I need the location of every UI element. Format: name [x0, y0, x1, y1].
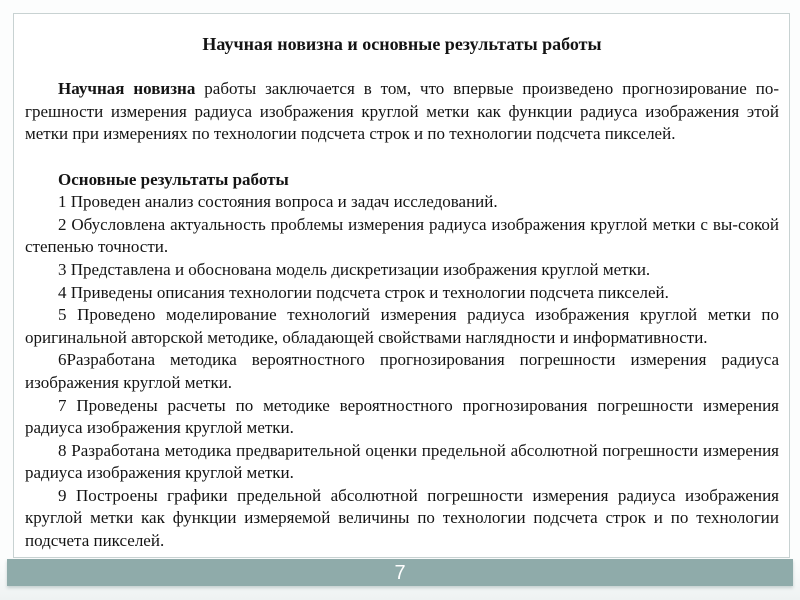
results-heading: Основные результаты работы — [58, 169, 289, 189]
result-item-8: 8 Разработана методика предварительной оценки предельной абсолютной погрешности измерения радиуса изображения круглой метки. — [25, 440, 779, 483]
slide-title: Научная новизна и основные результаты работы — [202, 34, 602, 54]
novelty-paragraph — [25, 78, 779, 146]
result-item-1: 1 Проведен анализ состояния вопроса и задач исследований. — [58, 192, 498, 212]
slide-content — [14, 14, 789, 553]
page-number: 7 — [394, 561, 406, 584]
result-item-7: 7 Проведены расчеты по методике вероятностного прогнозирования погрешности измерения радиуса изображения круглой метки. — [25, 395, 779, 438]
result-item-9: 9 Построены графики предельной абсолютной погрешности измерения радиуса изображения круглой метки как функции измеряемой величины по технологии подсчета строк и по технологии подсчета пикселей. — [25, 485, 779, 551]
result-item-2: 2 Обусловлена актуальность проблемы измерения радиуса изображения круглой метки с вы-сокой степенью точности. — [25, 214, 779, 257]
slide-canvas — [13, 13, 790, 558]
novelty-body: работы заключается в том, что впервые произведено прогнозирование по-грешности измерения радиуса изображения круглой метки как функции радиуса изображения этой метки при измерениях по технологии подсчета строк и по технологии подсчета пикселей. — [25, 79, 779, 144]
novelty-lead: Научная новизна — [58, 79, 196, 99]
footer-bar — [7, 559, 793, 586]
result-item-4: 4 Приведены описания технологии подсчета строк и технологии подсчета пикселей. — [58, 282, 669, 302]
result-item-5: 5 Проведено моделирование технологий измерения радиуса изображения круглой метки по оригинальной авторской методике, обладающей свойствами наглядности и информативности. — [25, 305, 779, 347]
result-item-6: 6Разработана методика вероятностного прогнозирования погрешности измерения радиуса изображения круглой метки. — [25, 350, 779, 392]
result-item-3: 3 Представлена и обоснована модель дискретизации изображения круглой метки. — [58, 259, 651, 279]
